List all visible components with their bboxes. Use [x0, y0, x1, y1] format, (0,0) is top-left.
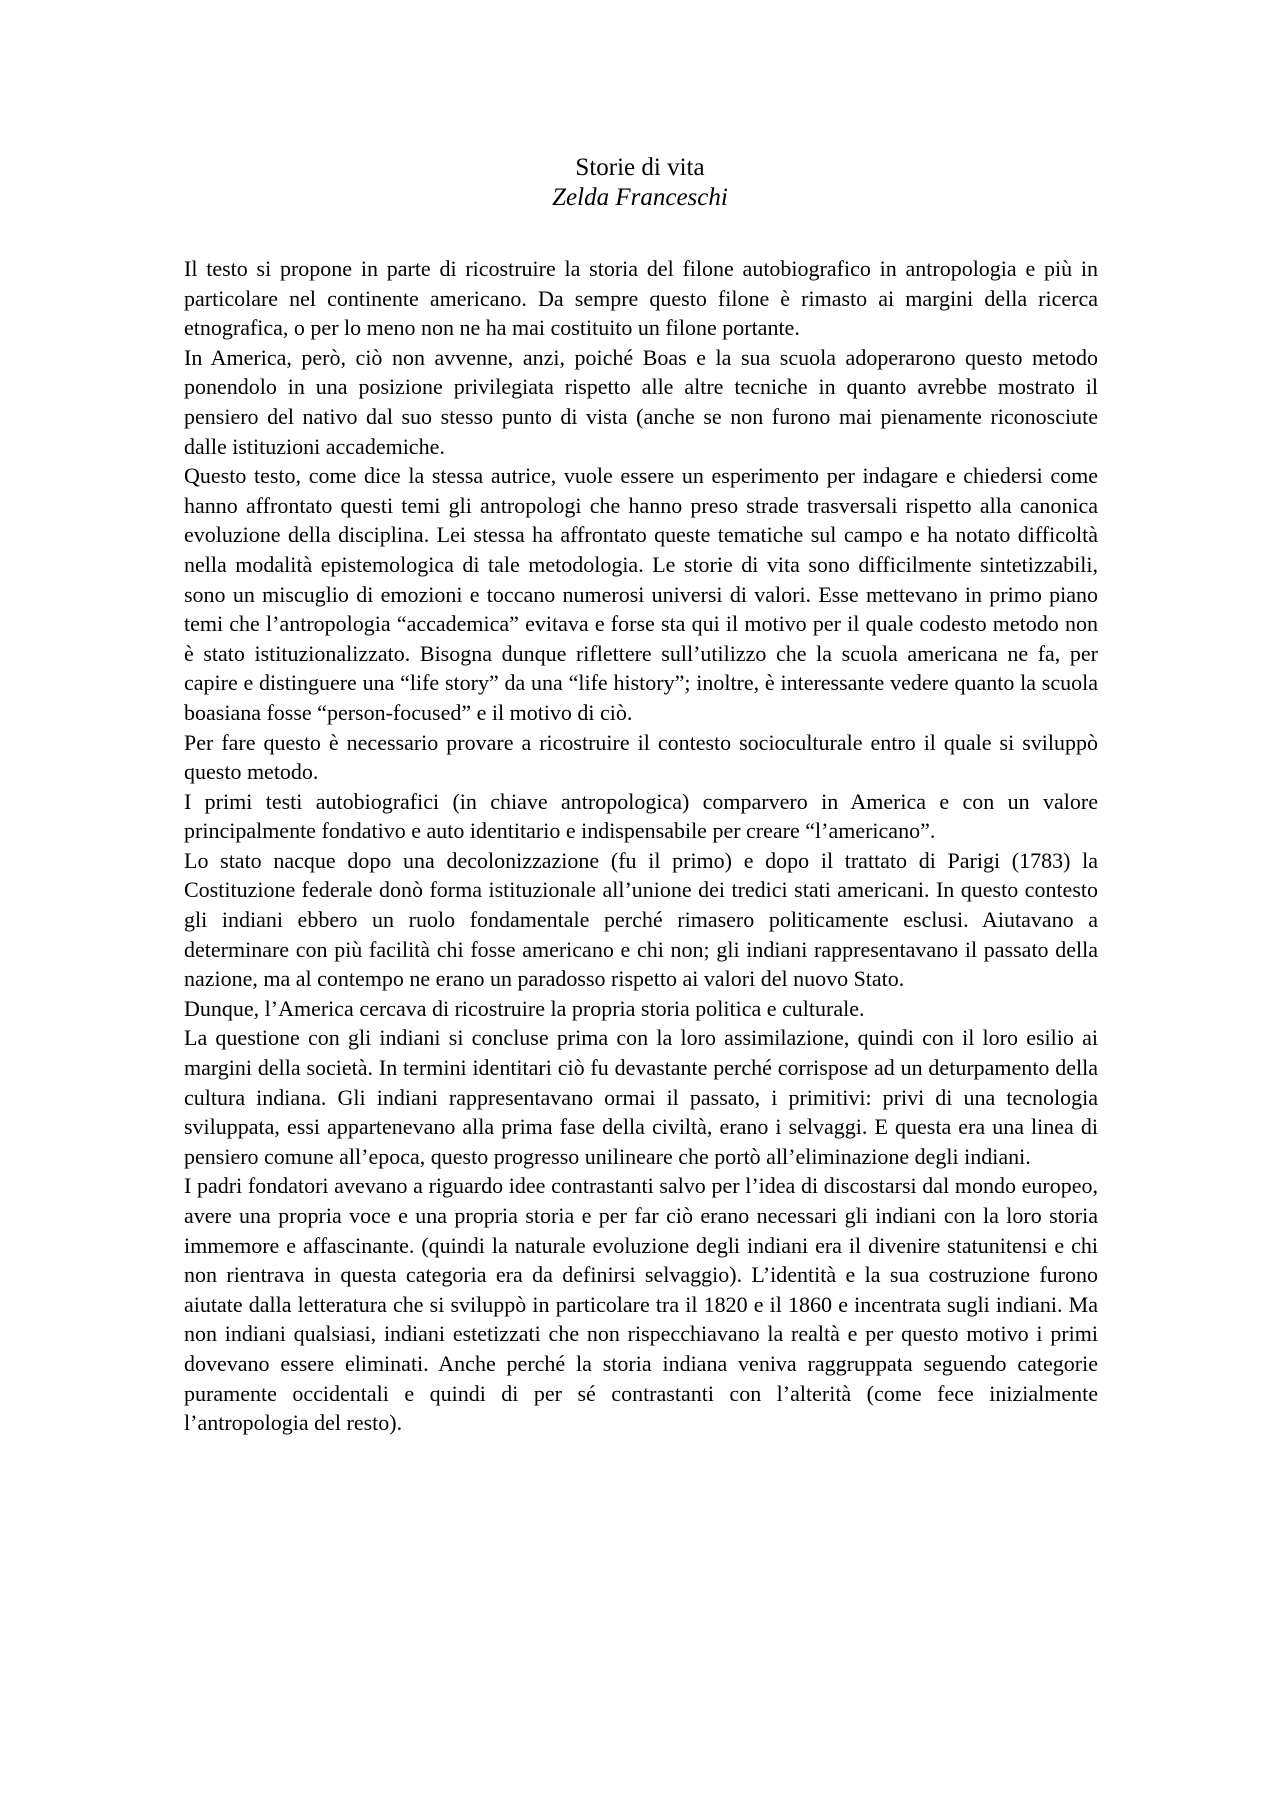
document-author: Zelda Franceschi [552, 184, 728, 211]
paragraph: I padri fondatori avevano a riguardo idee contrastanti salvo per l’idea di discostarsi dal mondo europeo, avere una propria voce e una propria storia e per far ciò erano necessari gli indiani con la loro storia immemore e affascinante. (quindi la naturale evoluzione degli indiani era il divenire statunitensi e chi non rientrava in questa categoria era da definirsi selvaggio). L’identità e la sua costruzione furono aiutate dalla letteratura che si sviluppò in particolare tra il 1820 e il 1860 e incentrata sugli indiani. Ma non indiani qualsiasi, indiani estetizzati che non rispecchiavano la realtà e per questo motivo i primi dovevano essere eliminati. Anche perché la storia indiana veniva raggruppata seguendo categorie puramente occidentali e quindi di per sé contrastanti con l’alterità (come fece inizialmente l’antropologia del resto). [184, 1173, 1098, 1436]
paragraph: Lo stato nacque dopo una decolonizzazione (fu il primo) e dopo il trattato di Parigi (1783) la Costituzione federale donò forma istituzionale all’unione dei tredici stati americani. In questo contesto gli indiani ebbero un ruolo fondamentale perché rimasero politicamente esclusi. Aiutavano a determinare con più facilità chi fosse americano e chi non; gli indiani rappresentavano il passato della nazione, ma al contempo ne erano un paradosso rispetto ai valori del nuovo Stato. [184, 847, 1098, 992]
paragraph: Il testo si propone in parte di ricostruire la storia del filone autobiografico in antropologia e più in particolare nel continente americano. Da sempre questo filone è rimasto ai margini della ricerca etnografica, o per lo meno non ne ha mai costituito un filone portante. [184, 256, 1098, 341]
paragraph: I primi testi autobiografici (in chiave antropologica) comparvero in America e con un valore principalmente fondativo e auto identitario e indispensabile per creare “l’americano”. [184, 788, 1098, 844]
document-body [184, 254, 1098, 1438]
paragraph: Per fare questo è necessario provare a ricostruire il contesto socioculturale entro il quale si sviluppò questo metodo. [184, 729, 1098, 785]
paragraph: In America, però, ciò non avvenne, anzi, poiché Boas e la sua scuola adoperarono questo metodo ponendolo in una posizione privilegiata rispetto alle altre tecniche in quanto avrebbe mostrato il pensiero del nativo dal suo stesso punto di vista (anche se non furono mai pienamente riconosciute dalle istituzioni accademiche. [184, 344, 1098, 459]
document-heading [0, 153, 1280, 213]
paragraph: Questo testo, come dice la stessa autrice, vuole essere un esperimento per indagare e chiedersi come hanno affrontato questi temi gli antropologi che hanno preso strade trasversali rispetto alla canonica evoluzione della disciplina. Lei stessa ha affrontato queste tematiche sul campo e ha notato difficoltà nella modalità epistemologica di tale metodologia. Le storie di vita sono difficilmente sintetizzabili, sono un miscuglio di emozioni e toccano numerosi universi di valori. Esse mettevano in primo piano temi che l’antropologia “accademica” evitava e forse sta qui il motivo per il quale codesto metodo non è stato istituzionalizzato. Bisogna dunque riflettere sull’utilizzo che la scuola americana ne fa, per capire e distinguere una “life story” da una “life history”; inoltre, è interessante vedere quanto la scuola boasiana fosse “person-focused” e il motivo di ciò. [184, 463, 1098, 725]
paragraph: La questione con gli indiani si concluse prima con la loro assimilazione, quindi con il loro esilio ai margini della società. In termini identitari ciò fu devastante perché corrispose ad un deturpamento della cultura indiana. Gli indiani rappresentavano ormai il passato, i primitivi: privi di una tecnologia sviluppata, essi appartenevano alla prima fase della civiltà, erano i selvaggi. E questa era una linea di pensiero comune all’epoca, questo progresso unilineare che portò all’eliminazione degli indiani. [184, 1025, 1098, 1169]
document-title: Storie di vita [575, 154, 705, 181]
paragraph: Dunque, l’America cercava di ricostruire la propria storia politica e culturale. [184, 995, 865, 1021]
